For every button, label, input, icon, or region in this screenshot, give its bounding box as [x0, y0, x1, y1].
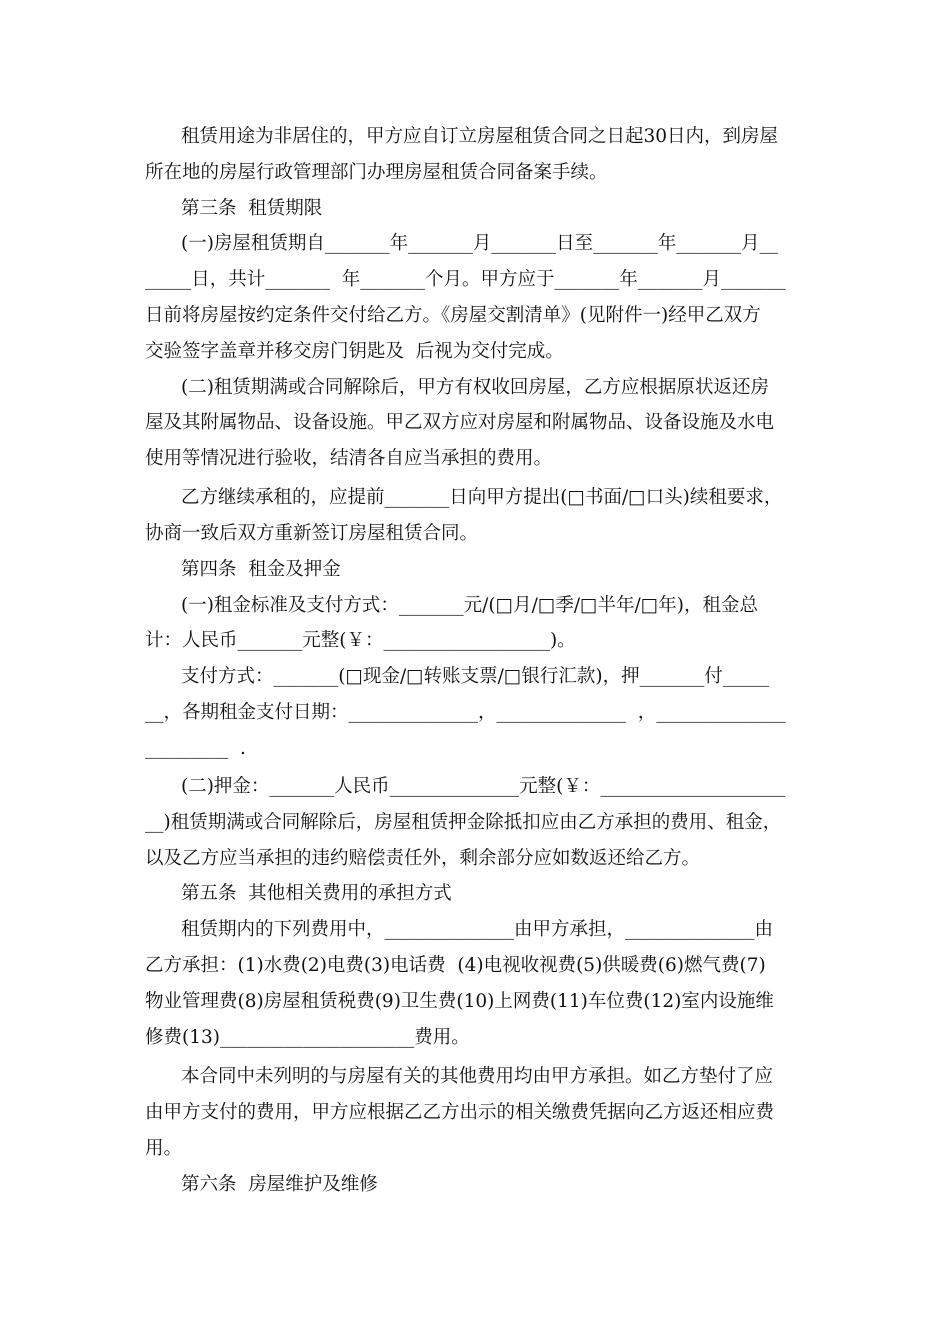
- text-line: 由甲方支付的费用，甲方应根据乙乙方出示的相关缴费凭据向乙方返还相应费: [145, 1102, 775, 1123]
- text-line: _____日，共计_______ 年_______个月。甲方应于_______年_______月_______: [145, 269, 786, 290]
- text-line: (二)押金：_______人民币______________元整(￥：____________________: [181, 776, 786, 797]
- text-line: 本合同中未列明的与房屋有关的其他费用均由甲方承担。如乙方垫付了应: [181, 1066, 774, 1087]
- text-line: 所在地的房屋行政管理部门办理房屋租赁合同备案手续。: [145, 162, 608, 183]
- text-line: (二)租赁期满或合同解除后，甲方有权收回房屋，乙方应根据原状返还房: [181, 377, 769, 398]
- text-line: 使用等情况进行验收，结清各自应当承担的费用。: [145, 448, 553, 469]
- text-line: 支付方式：_______(□现金/□转账支票/□银行汇款)，押_______付_____: [181, 666, 770, 687]
- text-line: __，各期租金支付日期：______________，______________ ，______________: [145, 702, 786, 723]
- text-line: 以及乙方应当承担的违约赔偿责任外，剩余部分应如数返还给乙方。: [145, 848, 701, 869]
- text-line: 协商一致后双方重新签订房屋租赁合同。: [145, 523, 479, 544]
- text-line: 用。: [145, 1138, 183, 1159]
- section-heading: 第五条 其他相关费用的承担方式: [181, 883, 452, 904]
- text-line: 屋及其附属物品、设备设施。甲乙双方应对房屋和附属物品、设备设施及水电: [145, 412, 775, 433]
- text-line: 计：人民币_______元整(￥：__________________)。: [145, 630, 576, 651]
- text-line: 日前将房屋按约定条件交付给乙方。《房屋交割清单》(见附件一)经甲乙双方: [145, 305, 761, 326]
- section-heading: 第四条 租金及押金: [181, 559, 341, 580]
- text-line: (一)房屋租赁期自_______年_______月_______日至_______年_______月__: [181, 233, 779, 254]
- section-heading: 第三条 租赁期限: [181, 198, 323, 219]
- text-line: 交验签字盖章并移交房门钥匙及 后视为交付完成。: [145, 341, 564, 362]
- text-line: 租赁期内的下列费用中，______________由甲方承担，______________由: [181, 919, 774, 940]
- text-line: 物业管理费(8)房屋租赁税费(9)卫生费(10)上网费(11)车位费(12)室内设施维: [145, 991, 774, 1012]
- text-line: 修费(13)_____________________费用。: [145, 1027, 470, 1048]
- text-line: __)租赁期满或合同解除后，房屋租赁押金除抵扣应由乙方承担的费用、租金，: [145, 812, 782, 833]
- text-line: (一)租金标准及支付方式：_______元/(□月/□季/□半年/□年)，租金总: [181, 595, 758, 616]
- text-line: 乙方继续承租的，应提前_______日向甲方提出(□书面/□口头)续租要求，: [181, 487, 783, 508]
- section-heading: 第六条 房屋维护及维修: [181, 1174, 378, 1195]
- text-line: 租赁用途为非居住的，甲方应自订立房屋租赁合同之日起30日内，到房屋: [181, 126, 779, 147]
- text-line: _________ .: [145, 738, 246, 759]
- text-line: 乙方承担：(1)水费(2)电费(3)电话费 (4)电视收视费(5)供暖费(6)燃气费(7): [145, 955, 766, 976]
